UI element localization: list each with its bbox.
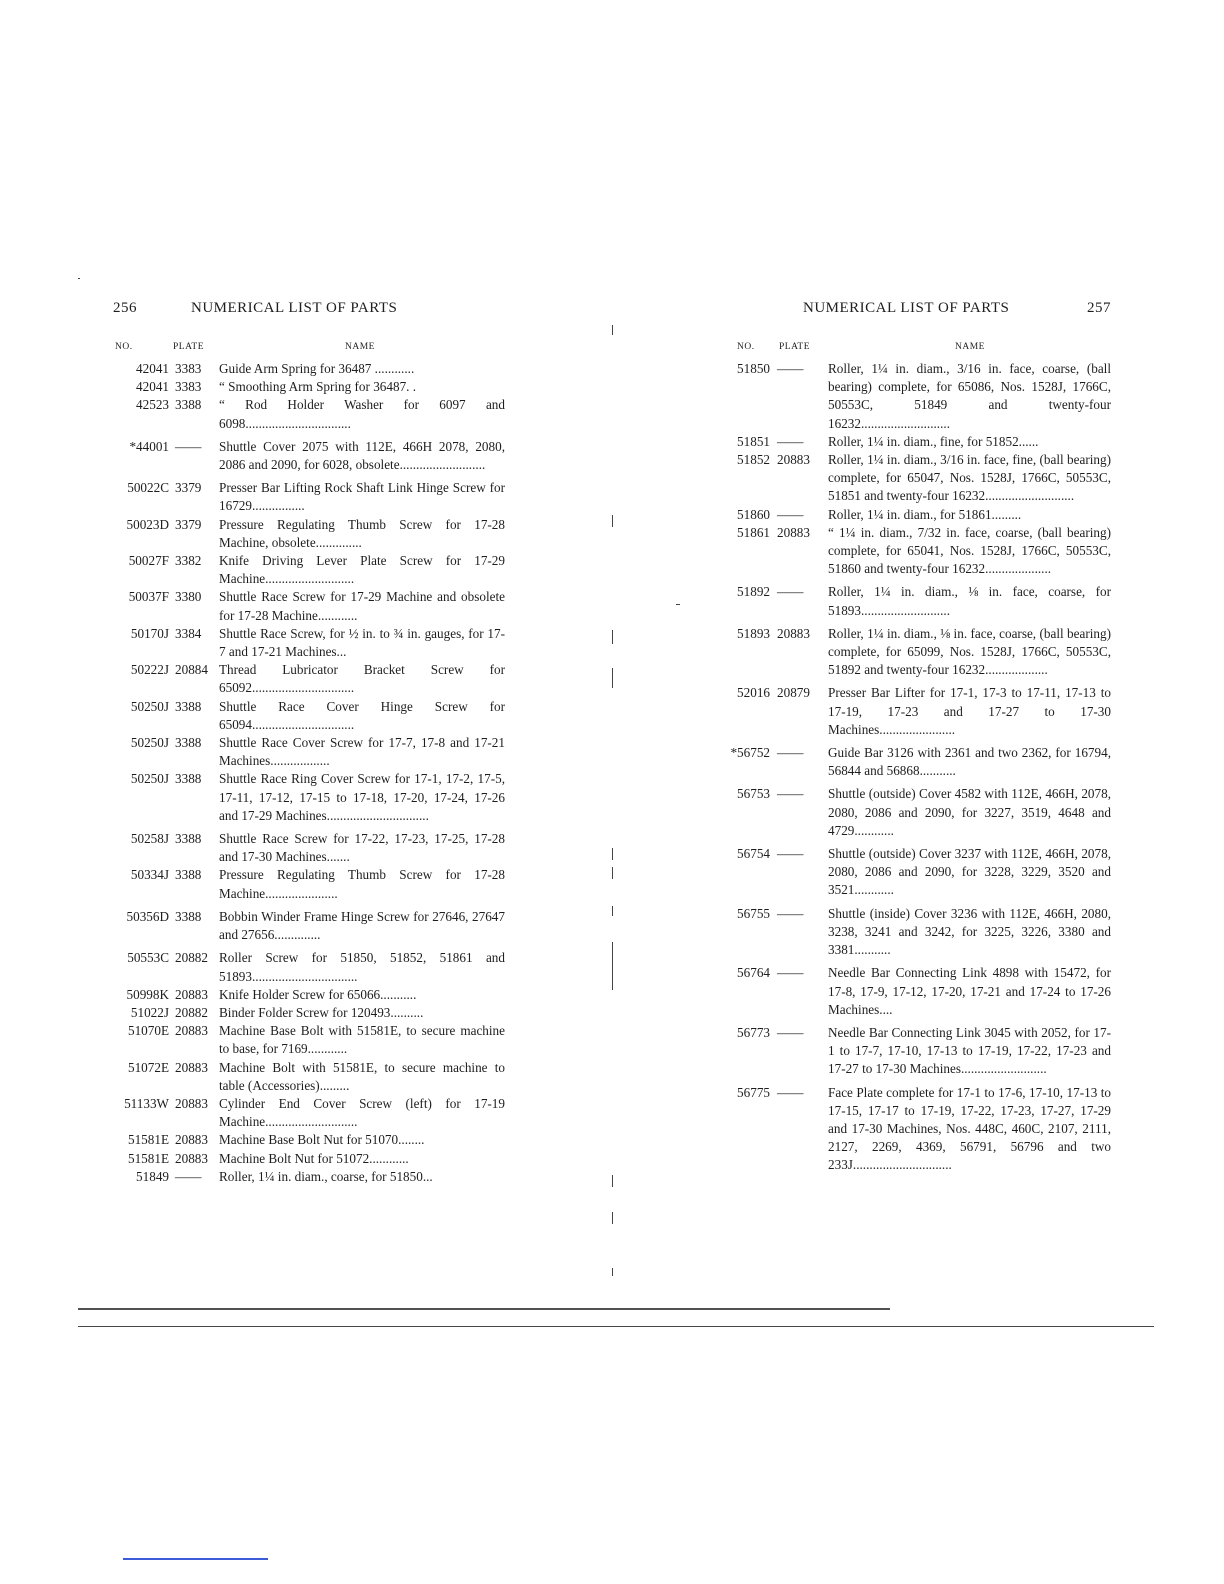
part-name: Shuttle Race Screw for 17-29 Machine and obsolete for 17-28 Machine............ (219, 589, 505, 623)
part-entry (113, 1004, 505, 1022)
part-no: 50022C (127, 480, 169, 496)
part-name: Pressure Regulating Thumb Screw for 17-28 Machine, obsolete.............. (219, 516, 505, 550)
part-entry (113, 1150, 505, 1168)
part-no: 51133W (124, 1095, 169, 1111)
part-entry (727, 744, 1111, 780)
part-entry (727, 905, 1111, 960)
part-name: Presser Bar Lifter for 17-1, 17-3 to 17-11, 17-13 to 17-19, 17-23 and 17-27 to 17-30 Machines....................... (828, 685, 1111, 737)
page-bottom-rule (78, 1308, 890, 1310)
part-plate: —— (777, 584, 804, 600)
part-no: *44001 (129, 438, 169, 454)
gutter-mark (612, 668, 613, 688)
part-name: “ 1¼ in. diam., 7/32 in. face, coarse, (ball bearing) complete, for 65041, Nos. 1528J, 1766C, 50553C, 51860 and twenty-four 16232.................... (828, 524, 1111, 577)
part-entry (113, 516, 505, 552)
part-no: 51852 (737, 452, 770, 468)
part-entry (113, 1168, 505, 1186)
part-name: Shuttle Race Screw, for ½ in. to ¾ in. gauges, for 17-7 and 17-21 Machines... (219, 625, 505, 660)
part-plate: 20883 (777, 524, 810, 540)
part-no: 50258J (130, 831, 169, 847)
blue-scan-line (123, 1558, 268, 1560)
scan-speck (78, 278, 80, 279)
part-no: 50553C (127, 950, 169, 966)
part-plate: 3384 (175, 625, 202, 641)
part-plate: 20883 (777, 452, 810, 468)
part-plate: 3382 (175, 553, 202, 569)
part-name: Thread Lubricator Bracket Screw for 65092............................... (219, 662, 505, 696)
part-entry (727, 583, 1111, 619)
part-no: 51581E (127, 1132, 169, 1148)
part-no: 51861 (737, 524, 770, 540)
part-no: 42041 (136, 361, 169, 376)
part-entry (113, 908, 505, 944)
part-plate: —— (175, 1168, 202, 1184)
part-no: 56773 (737, 1024, 770, 1040)
part-entry (113, 734, 505, 770)
part-name: Roller, 1¼ in. diam., ⅛ in. face, coarse, for 51893........................... (828, 584, 1111, 618)
part-no: 42041 (136, 379, 169, 395)
part-name: Shuttle Race Ring Cover Screw for 17-1, 17-2, 17-5, 17-11, 17-12, 17-15 to 17-18, 17-20, 17-24, 17-26 and 17-29 Machines............................... (219, 771, 505, 823)
part-plate: 20883 (777, 625, 810, 641)
part-name: Cylinder End Cover Screw (left) for 17-19 Machine............................ (219, 1095, 505, 1130)
part-name: Machine Base Bolt Nut for 51070........ (219, 1132, 425, 1148)
part-plate: 3383 (175, 361, 202, 376)
part-entry (113, 1095, 505, 1131)
part-entry (727, 785, 1111, 840)
gutter-mark (612, 630, 613, 644)
part-plate: 3379 (175, 516, 202, 532)
part-no: 51581E (127, 1150, 169, 1166)
part-plate: 3388 (175, 771, 202, 787)
part-name: Shuttle Race Cover Screw for 17-7, 17-8 and 17-21 Machines.................. (219, 735, 505, 769)
part-plate: 3388 (175, 735, 202, 751)
part-entry (113, 479, 505, 515)
column-headers (113, 340, 505, 360)
part-name: Needle Bar Connecting Link 4898 with 15472, for 17-8, 17-9, 17-12, 17-20, 17-21 and 17-24 to 17-26 Machines.... (828, 965, 1111, 1017)
part-entry (113, 866, 505, 902)
part-name: Needle Bar Connecting Link 3045 with 2052, for 17-1 to 17-7, 17-10, 17-13 to 17-19, 17-22, 17-23 and 17-27 to 17-30 Machines.......................... (828, 1024, 1111, 1077)
part-plate: —— (777, 433, 804, 449)
part-entry (113, 1022, 505, 1058)
part-name: Roller, 1¼ in. diam., for 51861......... (828, 506, 1022, 522)
part-entry (113, 698, 505, 734)
part-plate: —— (777, 745, 804, 761)
part-entry (113, 1131, 505, 1149)
part-plate: —— (777, 965, 804, 981)
gutter-mark (612, 1175, 613, 1187)
col-header-no: NO. (737, 342, 755, 352)
part-no: 50356D (126, 908, 169, 924)
gutter-mark (612, 906, 613, 916)
part-name: Guide Bar 3126 with 2361 and two 2362, for 16794, 56844 and 56868........... (828, 745, 1111, 779)
part-plate: 20883 (175, 1150, 208, 1166)
right-page (727, 300, 1111, 1175)
part-no: 50250J (130, 735, 169, 751)
parts-list (113, 360, 505, 1186)
part-entry (727, 1084, 1111, 1175)
part-entry (113, 588, 505, 624)
part-entry (727, 845, 1111, 900)
part-no: 50998K (126, 986, 169, 1002)
part-plate: 20884 (175, 662, 208, 678)
part-plate: 20883 (175, 986, 208, 1002)
part-name: Roller, 1¼ in. diam., coarse, for 51850... (219, 1168, 433, 1184)
part-plate: —— (777, 905, 804, 921)
page-number: 256 (113, 300, 137, 316)
part-no: 51070E (127, 1023, 169, 1039)
part-name: “ Rod Holder Washer for 6097 and 6098................................ (219, 397, 505, 431)
part-no: 56753 (737, 786, 770, 802)
part-name: Binder Folder Screw for 120493.......... (219, 1004, 424, 1020)
part-name: Knife Holder Screw for 65066........... (219, 986, 417, 1002)
part-plate: 3388 (175, 831, 202, 847)
part-no: 51851 (737, 433, 770, 449)
part-plate: 20883 (175, 1023, 208, 1039)
part-no: 50250J (130, 698, 169, 714)
page-edge-rule (78, 1326, 1154, 1327)
part-plate: 3380 (175, 589, 202, 605)
part-plate: 3388 (175, 397, 202, 413)
part-name: Shuttle Cover 2075 with 112E, 466H 2078, 2080, 2086 and 2090, for 6028, obsolete.......................... (219, 438, 505, 473)
part-no: 51860 (737, 506, 770, 522)
part-entry (727, 433, 1111, 451)
part-plate: 20883 (175, 1095, 208, 1111)
part-plate: —— (777, 1024, 804, 1040)
part-plate: 3379 (175, 480, 202, 496)
part-entry (113, 396, 505, 432)
part-plate: 20883 (175, 1059, 208, 1075)
part-no: 56754 (737, 846, 770, 862)
part-plate: 20882 (175, 950, 208, 966)
part-entry (727, 506, 1111, 524)
part-name: Machine Bolt Nut for 51072............ (219, 1150, 409, 1166)
column-headers (727, 340, 1111, 360)
part-name: Roller, 1¼ in. diam., ⅛ in. face, coarse, (ball bearing) complete, for 65099, Nos. 1528J, 1766C, 50553C, 51892 and twenty-four 16232................... (828, 625, 1111, 678)
gutter-mark (612, 867, 613, 879)
part-no: *56752 (730, 745, 770, 761)
part-plate: —— (777, 506, 804, 522)
part-plate: —— (777, 361, 804, 376)
page-title: NUMERICAL LIST OF PARTS (803, 300, 1010, 316)
part-entry (113, 949, 505, 985)
part-entry (727, 524, 1111, 579)
part-no: 50027F (128, 553, 169, 569)
part-no: 50023D (126, 516, 169, 532)
part-name: Guide Arm Spring for 36487 ............ (219, 361, 415, 376)
part-no: 50334J (130, 867, 169, 883)
col-header-no: NO. (115, 342, 133, 352)
part-name: Knife Driving Lever Plate Screw for 17-29 Machine........................... (219, 553, 505, 587)
part-no: 50222J (130, 662, 169, 678)
part-entry (727, 451, 1111, 506)
part-entry (727, 625, 1111, 680)
part-name: Shuttle Race Cover Hinge Screw for 65094............................... (219, 698, 505, 732)
left-page (113, 300, 505, 1186)
gutter-mark (612, 1268, 613, 1276)
part-name: Machine Base Bolt with 51581E, to secure machine to base, for 7169............ (219, 1023, 505, 1057)
part-no: 51892 (737, 584, 770, 600)
part-no: 51072E (127, 1059, 169, 1075)
part-name: Face Plate complete for 17-1 to 17-6, 17-10, 17-13 to 17-15, 17-17 to 17-19, 17-22, 17-23, 17-27, 17-29 and 17-30 Machines, Nos. 448C, 460C, 2107, 2111, 2127, 2269, 4369, 56791, 56796 and two 233J.............................. (828, 1084, 1111, 1173)
gutter-mark (612, 325, 613, 335)
part-no: 51893 (737, 625, 770, 641)
part-no: 52016 (737, 685, 770, 701)
part-name: Bobbin Winder Frame Hinge Screw for 27646, 27647 and 27656.............. (219, 908, 505, 943)
part-name: Pressure Regulating Thumb Screw for 17-28 Machine...................... (219, 867, 505, 901)
page-title: NUMERICAL LIST OF PARTS (191, 300, 398, 316)
part-name: Roller Screw for 51850, 51852, 51861 and 51893................................ (219, 950, 505, 984)
page-number: 257 (1087, 300, 1111, 316)
left-page-header (113, 300, 505, 322)
part-name: “ Smoothing Arm Spring for 36487. . (219, 379, 417, 395)
part-no: 56755 (737, 905, 770, 921)
part-no: 50037F (128, 589, 169, 605)
part-no: 50250J (130, 771, 169, 787)
part-plate: 3383 (175, 379, 202, 395)
gutter-mark (612, 515, 613, 527)
col-header-name: NAME (955, 342, 985, 352)
part-entry (113, 438, 505, 474)
part-plate: —— (777, 1084, 804, 1100)
part-name: Shuttle (inside) Cover 3236 with 112E, 466H, 2080, 3238, 3241 and 3242, for 3225, 3226, 3380 and 3381........... (828, 905, 1111, 958)
part-entry (113, 625, 505, 661)
part-plate: 3388 (175, 698, 202, 714)
part-name: Roller, 1¼ in. diam., 3/16 in. face, fine, (ball bearing) complete, for 65047, Nos. 1528J, 1766C, 50553C, 51851 and twenty-four 16232........................... (828, 452, 1111, 504)
scan-speck (676, 604, 680, 605)
parts-list (727, 360, 1111, 1175)
part-plate: 3388 (175, 908, 202, 924)
part-name: Shuttle Race Screw for 17-22, 17-23, 17-25, 17-28 and 17-30 Machines....... (219, 831, 505, 865)
right-page-header (727, 300, 1111, 322)
part-name: Presser Bar Lifting Rock Shaft Link Hinge Screw for 16729................ (219, 480, 505, 514)
part-no: 56775 (737, 1084, 770, 1100)
part-no: 51849 (136, 1168, 169, 1184)
part-name: Machine Bolt with 51581E, to secure machine to table (Accessories)......... (219, 1059, 505, 1093)
part-plate: 3388 (175, 867, 202, 883)
part-no: 51022J (130, 1004, 169, 1020)
part-entry (113, 1059, 505, 1095)
part-plate: 20882 (175, 1004, 208, 1020)
part-entry (113, 770, 505, 825)
part-entry (727, 360, 1111, 433)
part-name: Shuttle (outside) Cover 4582 with 112E, 466H, 2078, 2080, 2086 and 2090, for 3227, 3519, 4648 and 4729............ (828, 786, 1111, 838)
part-entry (727, 1024, 1111, 1079)
part-entry (113, 661, 505, 697)
gutter-mark (612, 942, 613, 990)
part-entry (113, 552, 505, 588)
part-no: 51850 (737, 361, 770, 376)
part-plate: 20883 (175, 1132, 208, 1148)
part-plate: —— (175, 438, 202, 454)
part-entry (113, 360, 505, 378)
part-no: 56764 (737, 965, 770, 981)
part-entry (113, 830, 505, 866)
part-entry (113, 986, 505, 1004)
part-entry (727, 964, 1111, 1019)
part-plate: 20879 (777, 685, 810, 701)
part-no: 42523 (136, 397, 169, 413)
part-entry (113, 378, 505, 396)
col-header-plate: PLATE (779, 342, 810, 352)
gutter-mark (612, 848, 613, 860)
part-plate: —— (777, 786, 804, 802)
gutter-mark (612, 1212, 613, 1224)
part-name: Shuttle (outside) Cover 3237 with 112E, 466H, 2078, 2080, 2086 and 2090, for 3228, 3229, 3520 and 3521............ (828, 846, 1111, 898)
part-entry (727, 684, 1111, 739)
part-name: Roller, 1¼ in. diam., 3/16 in. face, coarse, (ball bearing) complete, for 65086, Nos. 1528J, 1766C, 50553C, 51849 and twenty-four 16232........................... (828, 361, 1111, 431)
part-plate: —— (777, 846, 804, 862)
col-header-name: NAME (345, 342, 375, 352)
part-no: 50170J (130, 625, 169, 641)
part-name: Roller, 1¼ in. diam., fine, for 51852...... (828, 433, 1039, 449)
col-header-plate: PLATE (173, 342, 204, 352)
